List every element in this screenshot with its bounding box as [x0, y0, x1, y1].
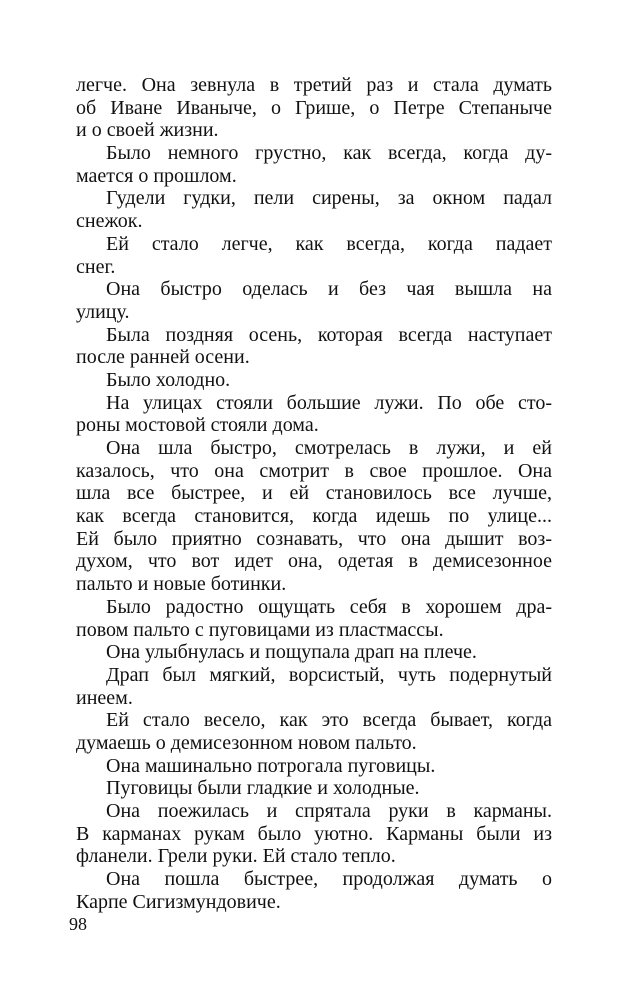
text-line: Было холодно. — [106, 368, 231, 391]
text-line: Ей было приятно сознавать, что она дышит воз- — [76, 527, 552, 550]
text-line: духом, что вот идет она, одетая в демисезонное — [76, 550, 552, 573]
text-line: пальто и новые ботинки. — [76, 573, 287, 596]
text-line: инеем. — [76, 686, 133, 709]
text-line: улицу. — [76, 300, 130, 323]
paragraph — [76, 664, 552, 709]
text-line: Была поздняя осень, которая всегда наступает — [106, 323, 552, 346]
text-line: Гудели гудки, пели сирены, за окном падал — [106, 187, 552, 210]
paragraph — [76, 868, 552, 913]
paragraph — [76, 324, 552, 369]
text-line: думаешь о демисезонном новом пальто. — [76, 731, 417, 754]
paragraph — [76, 369, 552, 392]
paragraph — [76, 596, 552, 641]
paragraph — [76, 74, 552, 142]
text-line: роны мостовой стояли дома. — [76, 414, 319, 437]
paragraph — [76, 392, 552, 437]
body-text — [76, 74, 552, 913]
paragraph — [76, 800, 552, 868]
text-line: повом пальто с пуговицами из пластмассы. — [76, 618, 444, 641]
paragraph — [76, 278, 552, 323]
paragraph — [76, 187, 552, 232]
paragraph — [76, 777, 552, 800]
text-line: Карпе Сигизмундовиче. — [76, 890, 281, 913]
paragraph — [76, 437, 552, 596]
text-line: мается о прошлом. — [76, 164, 237, 187]
paragraph — [76, 233, 552, 278]
text-line: В карманах рукам было уютно. Карманы были из — [76, 822, 552, 845]
text-line: об Иване Иваныче, о Грише, о Петре Степаныче — [76, 96, 552, 119]
text-line: легче. Она зевнула в третий раз и стала думать — [76, 74, 552, 96]
page-number: 98 — [69, 914, 87, 934]
text-line: как всегда становится, когда идешь по улице... — [76, 505, 552, 528]
text-line: На улицах стояли большие лужи. По обе сто- — [106, 391, 552, 414]
text-line: Она поежилась и спрятала руки в карманы. — [106, 800, 552, 822]
text-line: Она шла быстро, смотрелась в лужи, и ей — [106, 437, 552, 459]
paragraph — [76, 709, 552, 754]
text-line: Было немного грустно, как всегда, когда ду- — [106, 142, 552, 165]
text-line: Было радостно ощущать себя в хорошем дра- — [106, 595, 552, 618]
text-line: и о своей жизни. — [76, 119, 219, 142]
text-line: после ранней осени. — [76, 346, 250, 369]
text-line: шла все быстрее, и ей становилось все лучше, — [76, 482, 552, 505]
text-line: снежок. — [76, 210, 143, 233]
paragraph — [76, 641, 552, 664]
text-line: казалось, что она смотрит в свое прошлое. Она — [76, 459, 552, 482]
paragraph — [76, 755, 552, 778]
text-line: Она машинально потрогала пуговицы. — [106, 754, 436, 777]
text-line: Она пошла быстрее, продолжая думать о — [106, 868, 552, 891]
text-line: Пуговицы были гладкие и холодные. — [106, 777, 420, 800]
text-line: Она быстро оделась и без чая вышла на — [106, 278, 552, 301]
text-line: Ей стало легче, как всегда, когда падает — [106, 232, 552, 255]
text-line: Драп был мягкий, ворсистый, чуть подернутый — [106, 663, 552, 686]
text-line: Ей стало весело, как это всегда бывает, когда — [106, 709, 552, 732]
text-line: Она улыбнулась и пощупала драп на плече. — [106, 641, 477, 664]
text-line: фланели. Грели руки. Ей стало тепло. — [76, 845, 396, 868]
text-line: снег. — [76, 255, 116, 278]
paragraph — [76, 142, 552, 187]
